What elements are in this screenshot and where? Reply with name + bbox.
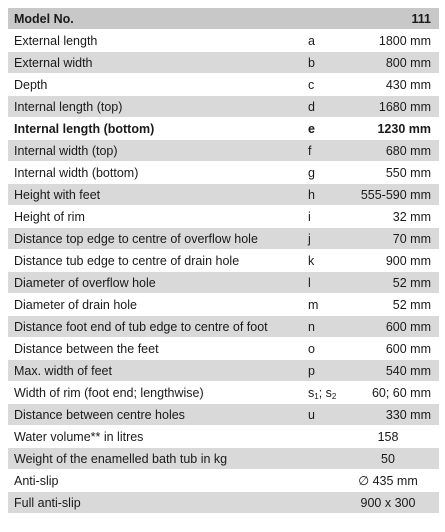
table-row xyxy=(8,448,439,470)
row-value: 1800 mm xyxy=(378,34,431,48)
row-value: 900 x 300 xyxy=(360,496,416,510)
header-label: Model No. xyxy=(14,12,74,26)
row-label: Distance between the feet xyxy=(14,342,159,356)
row-symbol: l xyxy=(308,276,311,290)
row-label: External width xyxy=(14,56,93,70)
table-row xyxy=(8,360,439,382)
row-symbol: m xyxy=(308,298,319,312)
row-label: Internal length (top) xyxy=(14,100,123,114)
row-label: External length xyxy=(14,34,98,48)
row-symbol: a xyxy=(308,34,315,48)
spec-table xyxy=(8,8,439,514)
row-value: 800 mm xyxy=(385,56,431,70)
row-value: 1680 mm xyxy=(378,100,431,114)
row-symbol: n xyxy=(308,320,315,334)
table-row xyxy=(8,272,439,294)
row-value: 32 mm xyxy=(392,210,431,224)
table-row xyxy=(8,74,439,96)
row-value: 52 mm xyxy=(392,298,431,312)
row-label: Diameter of drain hole xyxy=(14,298,137,312)
row-value: 70 mm xyxy=(392,232,431,246)
row-symbol: p xyxy=(308,364,315,378)
row-label: Full anti-slip xyxy=(14,496,81,510)
row-symbol: j xyxy=(308,232,311,246)
row-value: 555-590 mm xyxy=(360,188,431,202)
row-label: Water volume** in litres xyxy=(14,430,144,444)
row-label: Weight of the enamelled bath tub in kg xyxy=(14,452,228,466)
row-symbol: k xyxy=(308,254,315,268)
row-label: Width of rim (foot end; lengthwise) xyxy=(14,386,204,400)
row-label: Diameter of overflow hole xyxy=(14,276,156,290)
row-label: Distance tub edge to centre of drain hole xyxy=(14,254,240,268)
row-label: Anti-slip xyxy=(14,474,59,488)
table-row xyxy=(8,492,439,514)
table-row xyxy=(8,250,439,272)
row-value: 540 mm xyxy=(385,364,431,378)
row-label: Distance top edge to centre of overflow hole xyxy=(14,232,258,246)
row-label: Internal width (bottom) xyxy=(14,166,139,180)
row-value: 600 mm xyxy=(385,320,431,334)
row-symbol: c xyxy=(308,78,315,92)
row-symbol: o xyxy=(308,342,315,356)
row-value: 680 mm xyxy=(385,144,431,158)
table-row xyxy=(8,470,439,492)
row-label: Height with feet xyxy=(14,188,101,202)
row-symbol: b xyxy=(308,56,315,70)
table-row xyxy=(8,162,439,184)
row-symbol: g xyxy=(308,166,315,180)
row-value: 60; 60 mm xyxy=(371,386,431,400)
row-symbol: u xyxy=(308,408,315,422)
row-value: 600 mm xyxy=(385,342,431,356)
row-label: Distance between centre holes xyxy=(14,408,185,422)
row-label: Internal length (bottom) xyxy=(14,122,155,136)
row-symbol: e xyxy=(308,122,315,136)
row-value: 50 xyxy=(381,452,395,466)
table-row xyxy=(8,294,439,316)
model-number: 111 xyxy=(411,12,431,26)
row-symbol: $s_1$; $s_2$ xyxy=(308,386,337,401)
row-value: 430 mm xyxy=(385,78,431,92)
table-row xyxy=(8,184,439,206)
row-value: 550 mm xyxy=(385,166,431,180)
row-value: 900 mm xyxy=(385,254,431,268)
row-symbol: d xyxy=(308,100,315,114)
table-row xyxy=(8,206,439,228)
row-label: Height of rim xyxy=(14,210,85,224)
table-header xyxy=(8,8,439,30)
table-row xyxy=(8,52,439,74)
row-symbol: f xyxy=(308,144,312,158)
row-value: 330 mm xyxy=(385,408,431,422)
table-row xyxy=(8,316,439,338)
table-row xyxy=(8,140,439,162)
row-label: Internal width (top) xyxy=(14,144,118,158)
row-value: ∅ 435 mm xyxy=(358,474,418,488)
table-row xyxy=(8,118,439,140)
row-value: 1230 mm xyxy=(377,122,431,136)
row-label: Max. width of feet xyxy=(14,364,112,378)
table-row xyxy=(8,96,439,118)
row-symbol: h xyxy=(308,188,315,202)
row-symbol: i xyxy=(308,210,311,224)
row-label: Distance foot end of tub edge to centre of foot xyxy=(14,320,268,334)
table-row xyxy=(8,426,439,448)
row-value: 52 mm xyxy=(392,276,431,290)
table-row xyxy=(8,30,439,52)
table-row xyxy=(8,382,439,404)
table-row xyxy=(8,338,439,360)
row-label: Depth xyxy=(14,78,48,92)
table-row xyxy=(8,404,439,426)
row-value: 158 xyxy=(377,430,399,444)
table-row xyxy=(8,228,439,250)
